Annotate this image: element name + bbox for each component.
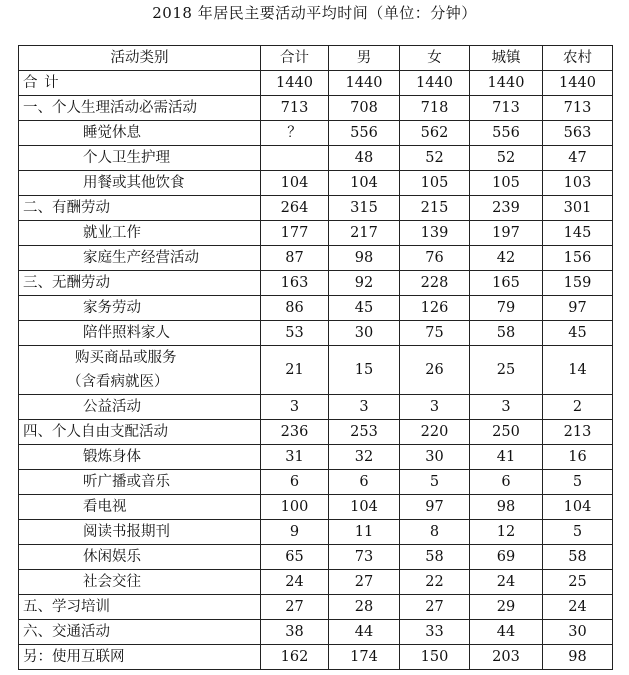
row-label: 合 计: [19, 71, 261, 96]
cell-male: 11: [329, 520, 400, 545]
cell-urban: 24: [470, 570, 543, 595]
cell-total: 713: [261, 96, 329, 121]
table-row: [19, 196, 613, 221]
table-row: [19, 495, 613, 520]
cell-urban: 250: [470, 420, 543, 445]
cell-urban: 58: [470, 321, 543, 346]
header-rural: 农村: [543, 46, 613, 71]
cell-rural: 24: [543, 595, 613, 620]
cell-male: 45: [329, 296, 400, 321]
cell-female: 8: [400, 520, 470, 545]
cell-female: 97: [400, 495, 470, 520]
cell-male: 708: [329, 96, 400, 121]
activity-time-table: [18, 45, 613, 670]
cell-male: 174: [329, 645, 400, 670]
cell-rural: 156: [543, 246, 613, 271]
row-label: 睡觉休息: [19, 121, 261, 146]
table-row: [19, 246, 613, 271]
table-row: [19, 420, 613, 445]
cell-female: 75: [400, 321, 470, 346]
cell-rural: 25: [543, 570, 613, 595]
cell-rural: 58: [543, 545, 613, 570]
cell-total: 87: [261, 246, 329, 271]
row-label: 公益活动: [19, 395, 261, 420]
row-label: 另：使用互联网: [19, 645, 261, 670]
cell-total: 9: [261, 520, 329, 545]
cell-total: 163: [261, 271, 329, 296]
cell-total: ？: [261, 121, 329, 146]
row-label: 阅读书报期刊: [19, 520, 261, 545]
cell-male: 253: [329, 420, 400, 445]
cell-urban: 98: [470, 495, 543, 520]
table-row: [19, 570, 613, 595]
cell-total: 27: [261, 595, 329, 620]
cell-female: 33: [400, 620, 470, 645]
table-row: [19, 271, 613, 296]
header-female: 女: [400, 46, 470, 71]
cell-female: 150: [400, 645, 470, 670]
table-title: 2018 年居民主要活动平均时间（单位：分钟）: [152, 4, 477, 22]
cell-female: 58: [400, 545, 470, 570]
cell-female: 718: [400, 96, 470, 121]
cell-male: 3: [329, 395, 400, 420]
cell-male: 28: [329, 595, 400, 620]
table-row: [19, 321, 613, 346]
table-row: [19, 71, 613, 96]
header-category: 活动类别: [19, 46, 261, 71]
cell-female: 22: [400, 570, 470, 595]
cell-urban: 69: [470, 545, 543, 570]
cell-rural: 713: [543, 96, 613, 121]
row-label: 五、学习培训: [19, 595, 261, 620]
table-row: [19, 395, 613, 420]
cell-male: 32: [329, 445, 400, 470]
cell-male: 92: [329, 271, 400, 296]
row-label: 个人卫生护理: [19, 146, 261, 171]
cell-male: 1440: [329, 71, 400, 96]
cell-female: 562: [400, 121, 470, 146]
cell-male: 6: [329, 470, 400, 495]
row-label: 就业工作: [19, 221, 261, 246]
cell-female: 76: [400, 246, 470, 271]
cell-total: 3: [261, 395, 329, 420]
row-label: 陪伴照料家人: [19, 321, 261, 346]
cell-total: 31: [261, 445, 329, 470]
cell-rural: 5: [543, 520, 613, 545]
cell-female: 228: [400, 271, 470, 296]
cell-urban: 41: [470, 445, 543, 470]
cell-female: 30: [400, 445, 470, 470]
table-row: [19, 620, 613, 645]
table-row: [19, 221, 613, 246]
row-label: 四、个人自由支配活动: [19, 420, 261, 445]
cell-total: 177: [261, 221, 329, 246]
cell-total: 1440: [261, 71, 329, 96]
cell-female: 1440: [400, 71, 470, 96]
row-label-line1: 购买商品或服务: [75, 350, 177, 366]
cell-rural: 97: [543, 296, 613, 321]
table-row: [19, 595, 613, 620]
cell-male: 48: [329, 146, 400, 171]
cell-urban: 239: [470, 196, 543, 221]
cell-female: 26: [400, 346, 470, 395]
cell-total: 21: [261, 346, 329, 395]
row-label: 锻炼身体: [19, 445, 261, 470]
table-row: [19, 645, 613, 670]
header-total: 合计: [261, 46, 329, 71]
row-label-line2: （含看病就医）: [67, 374, 169, 390]
cell-rural: 213: [543, 420, 613, 445]
cell-urban: 1440: [470, 71, 543, 96]
cell-rural: 104: [543, 495, 613, 520]
cell-rural: 5: [543, 470, 613, 495]
cell-rural: 30: [543, 620, 613, 645]
cell-total: 38: [261, 620, 329, 645]
cell-rural: 1440: [543, 71, 613, 96]
cell-urban: 203: [470, 645, 543, 670]
row-label: 家庭生产经营活动: [19, 246, 261, 271]
header-urban: 城镇: [470, 46, 543, 71]
cell-total: 86: [261, 296, 329, 321]
cell-rural: 103: [543, 171, 613, 196]
cell-rural: 47: [543, 146, 613, 171]
cell-female: 3: [400, 395, 470, 420]
row-label: [19, 346, 261, 395]
table-row: [19, 470, 613, 495]
cell-total: 65: [261, 545, 329, 570]
cell-male: 104: [329, 495, 400, 520]
cell-rural: 45: [543, 321, 613, 346]
row-label: 听广播或音乐: [19, 470, 261, 495]
cell-rural: 16: [543, 445, 613, 470]
cell-urban: 6: [470, 470, 543, 495]
cell-male: 104: [329, 171, 400, 196]
row-label: 一、个人生理活动必需活动: [19, 96, 261, 121]
cell-rural: 159: [543, 271, 613, 296]
cell-female: 27: [400, 595, 470, 620]
table-row: [19, 445, 613, 470]
cell-female: 126: [400, 296, 470, 321]
cell-urban: 165: [470, 271, 543, 296]
cell-female: 139: [400, 221, 470, 246]
cell-male: 315: [329, 196, 400, 221]
cell-urban: 25: [470, 346, 543, 395]
cell-female: 5: [400, 470, 470, 495]
cell-urban: 44: [470, 620, 543, 645]
row-label: 家务劳动: [19, 296, 261, 321]
cell-total: 6: [261, 470, 329, 495]
cell-male: 98: [329, 246, 400, 271]
cell-urban: 556: [470, 121, 543, 146]
cell-male: 15: [329, 346, 400, 395]
cell-total: 104: [261, 171, 329, 196]
cell-urban: 79: [470, 296, 543, 321]
cell-rural: 14: [543, 346, 613, 395]
cell-rural: 301: [543, 196, 613, 221]
cell-total: 24: [261, 570, 329, 595]
table-row: [19, 346, 613, 395]
cell-male: 44: [329, 620, 400, 645]
cell-male: 73: [329, 545, 400, 570]
cell-male: 27: [329, 570, 400, 595]
row-label: 社会交往: [19, 570, 261, 595]
cell-total: 162: [261, 645, 329, 670]
row-label: 看电视: [19, 495, 261, 520]
cell-male: 556: [329, 121, 400, 146]
cell-female: 215: [400, 196, 470, 221]
cell-total: 236: [261, 420, 329, 445]
cell-urban: 52: [470, 146, 543, 171]
cell-female: 105: [400, 171, 470, 196]
table-row: [19, 545, 613, 570]
cell-total: [261, 146, 329, 171]
cell-urban: 3: [470, 395, 543, 420]
cell-rural: 98: [543, 645, 613, 670]
cell-urban: 713: [470, 96, 543, 121]
row-label: 二、有酬劳动: [19, 196, 261, 221]
row-label: 三、无酬劳动: [19, 271, 261, 296]
cell-rural: 145: [543, 221, 613, 246]
cell-female: 52: [400, 146, 470, 171]
cell-female: 220: [400, 420, 470, 445]
header-row: [19, 46, 613, 71]
cell-rural: 2: [543, 395, 613, 420]
table-row: [19, 520, 613, 545]
table-row: [19, 121, 613, 146]
cell-urban: 12: [470, 520, 543, 545]
table-row: [19, 171, 613, 196]
cell-total: 53: [261, 321, 329, 346]
row-label: 休闲娱乐: [19, 545, 261, 570]
row-label: 六、交通活动: [19, 620, 261, 645]
cell-male: 30: [329, 321, 400, 346]
cell-urban: 105: [470, 171, 543, 196]
cell-urban: 42: [470, 246, 543, 271]
table-row: [19, 96, 613, 121]
cell-urban: 29: [470, 595, 543, 620]
cell-total: 264: [261, 196, 329, 221]
row-label: 用餐或其他饮食: [19, 171, 261, 196]
cell-rural: 563: [543, 121, 613, 146]
table-row: [19, 296, 613, 321]
cell-total: 100: [261, 495, 329, 520]
table-row: [19, 146, 613, 171]
cell-urban: 197: [470, 221, 543, 246]
cell-male: 217: [329, 221, 400, 246]
header-male: 男: [329, 46, 400, 71]
